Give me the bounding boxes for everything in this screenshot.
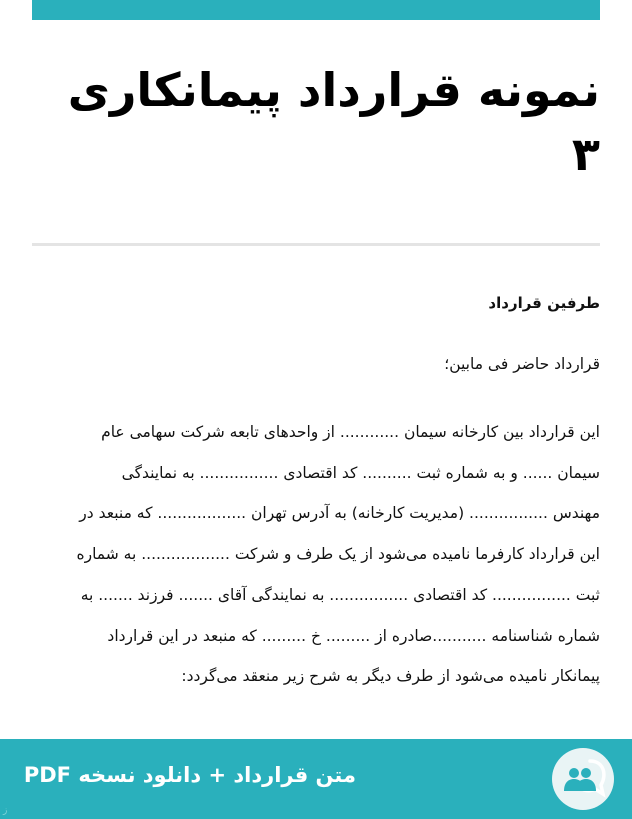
- intro-paragraph: قرارداد حاضر فی مابین؛: [444, 355, 600, 373]
- body-line: مهندس ................ (مدیریت کارخانه) به آدرس تهران .................. که منبعد در: [79, 504, 600, 523]
- body-line: این قرارداد کارفرما نامیده می‌شود از یک طرف و شرکت .................. به شماره: [76, 545, 600, 564]
- page-title-line-1: نمونه قرارداد پیمانکاری: [67, 63, 600, 117]
- body-line: سیمان ...... و به شماره ثبت .......... کد اقتصادی ................ به نمایندگی: [121, 463, 600, 482]
- body-line: این قرارداد بین کارخانه سیمان ............ از واحدهای تابعه شرکت سهامی عام: [101, 423, 600, 441]
- download-pdf-link[interactable]: متن قرارداد + دانلود نسخه PDF: [23, 763, 356, 787]
- page-title: [32, 58, 600, 186]
- body-line: ثبت ................ کد اقتصادی ................ به نمایندگی آقای ....... فرزند ....... به: [80, 585, 600, 604]
- corner-mark: ز: [3, 806, 8, 816]
- page-title-line-2: ۳: [571, 127, 600, 181]
- title-divider: [32, 243, 600, 246]
- contract-body-paragraph: [32, 412, 600, 697]
- download-footer-banner[interactable]: [0, 739, 632, 819]
- people-chat-icon: [552, 748, 614, 810]
- body-line: پیمانکار نامیده می‌شود از طرف دیگر به شرح زیر منعقد می‌گردد:: [181, 667, 600, 686]
- section-heading: طرفین قرارداد: [488, 294, 600, 312]
- top-accent-bar: [32, 0, 600, 20]
- body-line: شماره شناسنامه ...........صادره از ......... خ ......... که منبعد در این قرارداد: [107, 626, 600, 645]
